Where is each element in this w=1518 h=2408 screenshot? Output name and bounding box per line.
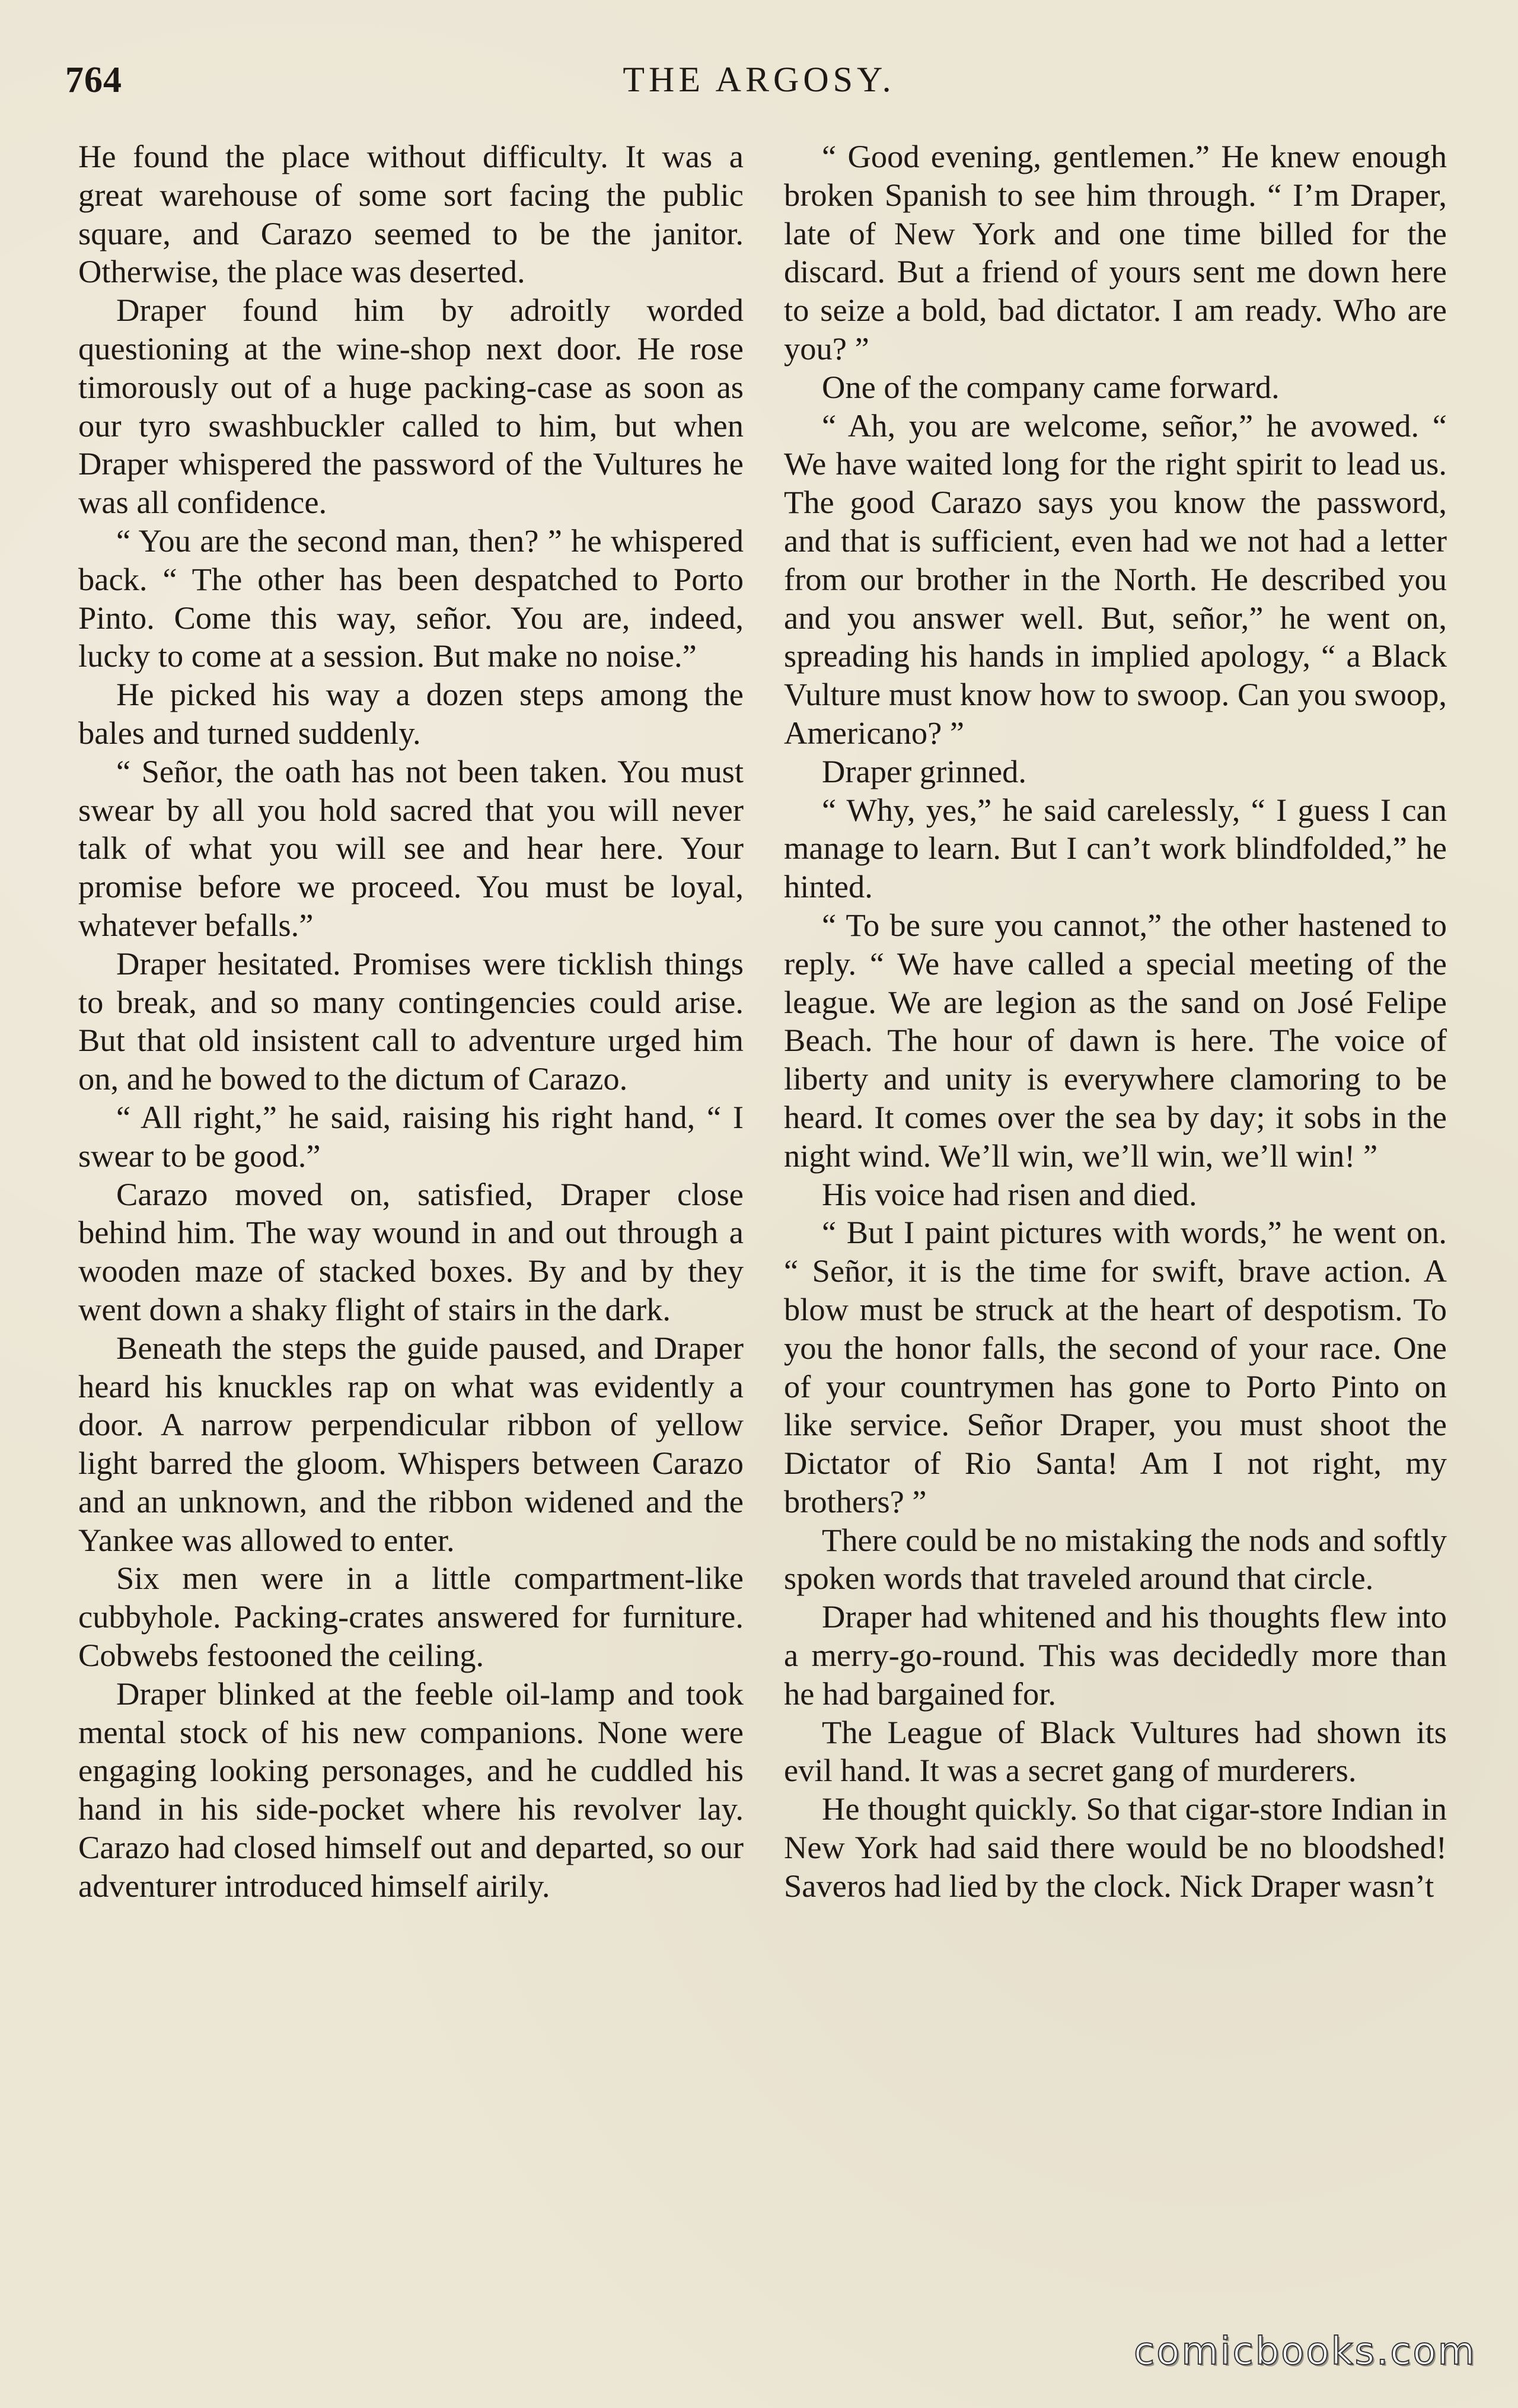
- paragraph: There could be no mistaking the nods and softly spoken words that traveled around that circle.: [784, 1521, 1447, 1597]
- paragraph: Draper grinned.: [822, 753, 1027, 789]
- page-header: [0, 59, 1518, 113]
- paragraph: He picked his way a dozen steps among the bales and turned suddenly.: [78, 676, 744, 751]
- paragraph: He thought quickly. So that cigar-store Indian in New York had said there would be no bloodshed! Saveros had lied by the clock. Nick Draper wasn’t: [784, 1791, 1447, 1904]
- paragraph: “ You are the second man, then? ” he whispered back. “ The other has been despatched to Porto Pinto. Come this way, señor. You are, indeed, lucky to come at a session. But make no noise.”: [78, 522, 744, 674]
- page-number: 764: [65, 60, 122, 100]
- paragraph: Draper found him by adroitly worded questioning at the wine-shop next door. He rose timorously out of a huge packing-case as soon as our tyro swashbuckler called to him, but when Draper whispered the password of the Vultures he was all confidence.: [78, 292, 744, 521]
- right-column: [784, 138, 1447, 1906]
- watermark: comicbooks.com: [1133, 2330, 1476, 2374]
- paragraph: Draper hesitated. Promises were ticklish things to break, and so many contingencies could arise. But that old insistent call to adventure urged him on, and he bowed to the dictum of Carazo.: [78, 945, 744, 1097]
- paragraph: Beneath the steps the guide paused, and Draper heard his knuckles rap on what was evidently a door. A narrow perpendicular ribbon of yellow light barred the gloom. Whispers between Carazo and an unknown, and the ribbon widened and the Yankee was allowed to enter.: [78, 1329, 744, 1558]
- paragraph: “ To be sure you cannot,” the other hastened to reply. “ We have called a special meeting of the league. We are legion as the sand on José Felipe Beach. The hour of dawn is here. The voice of liberty and unity is everywhere clamoring to be heard. It comes over the sea by day; it sobs in the night wind. We’ll win, we’ll win, we’ll win! ”: [784, 906, 1447, 1174]
- paragraph: He found the place without difficulty. It was a great warehouse of some sort facing the public square, and Carazo seemed to be the janitor. Otherwise, the place was deserted.: [78, 138, 744, 290]
- paragraph: His voice had risen and died.: [822, 1176, 1197, 1212]
- paragraph: “ Señor, the oath has not been taken. You must swear by all you hold sacred that you will never talk of what you will see and hear here. Your promise before we proceed. You must be loyal, whatever befalls.”: [78, 753, 744, 943]
- paragraph: The League of Black Vultures had shown its evil hand. It was a secret gang of murderers.: [784, 1713, 1447, 1789]
- paragraph: “ Why, yes,” he said carelessly, “ I guess I can manage to learn. But I can’t work blindfolded,” he hinted.: [784, 791, 1447, 905]
- paragraph: “ All right,” he said, raising his right hand, “ I swear to be good.”: [78, 1098, 744, 1174]
- paragraph: “ But I paint pictures with words,” he went on. “ Señor, it is the time for swift, brave action. A blow must be struck at the heart of despotism. To you the honor falls, the second of your race. One of your countrymen has gone to Porto Pinto on like service. Señor Draper, you must shoot the Dictator of Rio Santa! Am I not right, my brothers? ”: [784, 1214, 1447, 1520]
- paragraph: Draper had whitened and his thoughts flew into a merry-go-round. This was decidedly more than he had bargained for.: [784, 1598, 1447, 1712]
- paragraph: Draper blinked at the feeble oil-lamp and took mental stock of his new companions. None were engaging looking personages, and he cuddled his hand in his side-pocket where his revolver lay. Carazo had closed himself out and departed, so our adventurer introduced himself airily.: [78, 1675, 744, 1904]
- paragraph: “ Ah, you are welcome, señor,” he avowed. “ We have waited long for the right spirit to lead us. The good Carazo says you know the password, and that is sufficient, even had we not had a letter from our brother in the North. He described you and you answer well. But, señor,” he went on, spreading his hands in implied apology, “ a Black Vulture must know how to swoop. Can you swoop, Americano? ”: [784, 407, 1447, 751]
- left-column: [78, 138, 744, 1906]
- running-head: THE ARGOSY.: [623, 60, 895, 99]
- paragraph: Carazo moved on, satisfied, Draper close behind him. The way wound in and out through a wooden maze of stacked boxes. By and by they went down a shaky flight of stairs in the dark.: [78, 1176, 744, 1327]
- paragraph: One of the company came forward.: [822, 368, 1280, 405]
- paragraph: “ Good evening, gentlemen.” He knew enough broken Spanish to see him through. “ I’m Draper, late of New York and one time billed for the discard. But a friend of yours sent me down here to seize a bold, bad dictator. I am ready. Who are you? ”: [784, 138, 1447, 367]
- paragraph: Six men were in a little compartment-like cubbyhole. Packing-crates answered for furniture. Cobwebs festooned the ceiling.: [78, 1560, 744, 1674]
